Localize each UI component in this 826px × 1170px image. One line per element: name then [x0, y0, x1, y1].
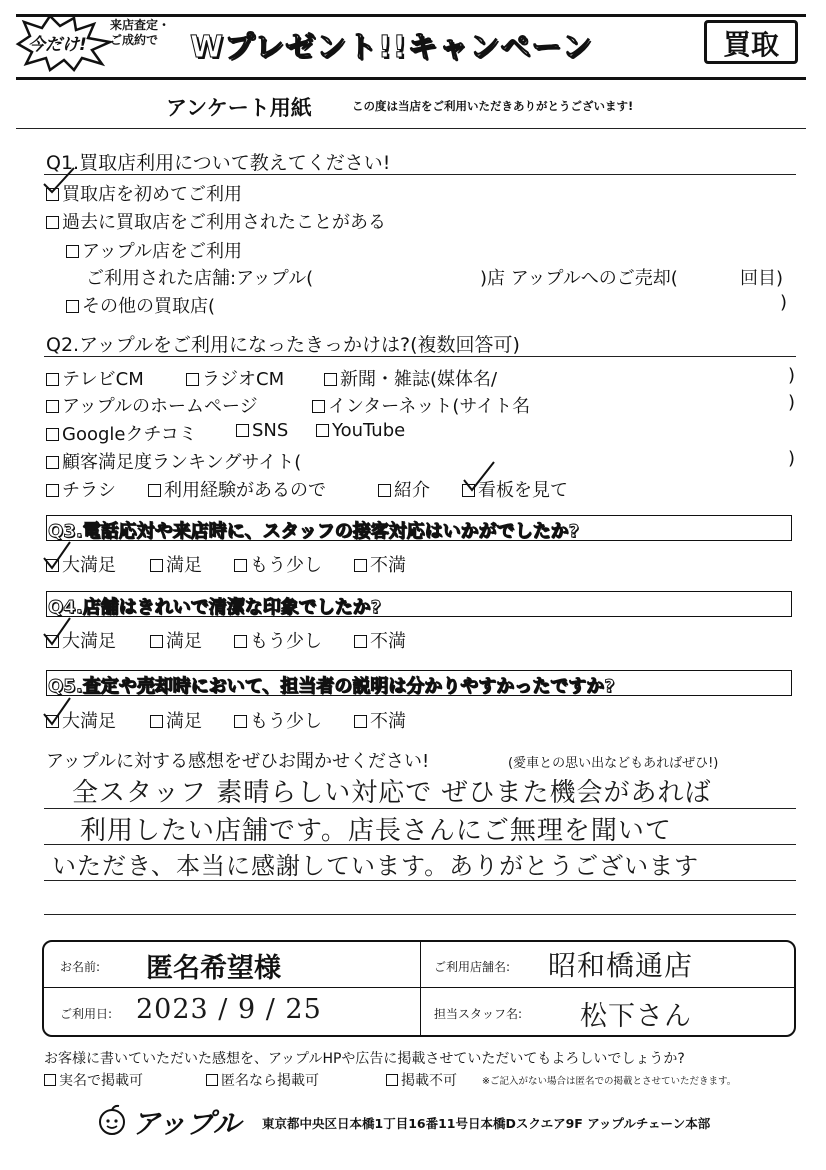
checkbox[interactable] [66, 245, 79, 258]
q3-option-label: 満足 [166, 555, 202, 576]
q5-option-satisfied[interactable] [150, 707, 202, 733]
checkmark-icon [40, 166, 80, 196]
checkbox[interactable] [148, 484, 161, 497]
q3-option-label: もう少し [250, 555, 322, 576]
name-value: 匿名希望様 [146, 953, 281, 984]
impressions-line-4 [44, 914, 796, 915]
q5-option-label: もう少し [250, 711, 322, 732]
q2-option-label: インターネット(サイト名 [328, 396, 531, 417]
q5-option-label: 不満 [370, 711, 406, 732]
q2-title: Q2.アップルをご利用になったきっかけは?(複数回答可) [46, 334, 520, 356]
q2-option-label: 新聞・雑誌(媒体名/ [340, 369, 498, 390]
q2-option-tv[interactable] [46, 365, 144, 391]
checkbox[interactable] [234, 635, 247, 648]
q2-option-referral[interactable] [378, 476, 430, 502]
consent-option-anonymous[interactable] [206, 1070, 319, 1090]
q2-newspaper-paren: ) [788, 365, 796, 386]
checkbox[interactable] [316, 424, 329, 437]
q3-option-label: 大満足 [62, 555, 116, 576]
q3-option-needs-work[interactable] [234, 551, 322, 577]
footer-logo-text: アップル [132, 1107, 241, 1140]
checkbox[interactable] [354, 715, 367, 728]
staff-value: 松下さん [580, 1001, 692, 1032]
q2-option-label: Googleクチコミ [62, 424, 197, 445]
checkbox[interactable] [46, 373, 59, 386]
q2-internet-paren: ) [788, 392, 796, 413]
checkmark-icon [460, 458, 500, 494]
checkbox[interactable] [46, 216, 59, 229]
q2-option-label: ラジオCM [202, 369, 285, 390]
consent-option-label: 実名で掲載可 [59, 1073, 143, 1089]
card-vertical-divider [420, 940, 421, 1037]
q5-option-needs-work[interactable] [234, 707, 322, 733]
q2-option-newspaper[interactable] [324, 365, 497, 391]
q2-option-internet[interactable] [312, 392, 530, 418]
checkbox[interactable] [186, 373, 199, 386]
q2-option-label: 看板を見て [478, 480, 568, 501]
checkbox[interactable] [46, 456, 59, 469]
q2-ranking-paren: ) [788, 448, 796, 469]
q4-option-label: 大満足 [62, 631, 116, 652]
impressions-text-line1: 全スタッフ 素晴らしい対応で ぜひまた機会があれば [72, 778, 712, 808]
q4-option-label: 不満 [370, 631, 406, 652]
q2-option-label: YouTube [332, 420, 406, 441]
date-label: ご利用日: [60, 1007, 113, 1021]
q1-store-detail-right: 回目) [740, 268, 784, 289]
checkmark-icon [40, 614, 76, 648]
q4-option-needs-work[interactable] [234, 627, 322, 653]
checkbox[interactable] [312, 400, 325, 413]
q1-option-other[interactable] [66, 292, 215, 318]
q1-option-label: 過去に買取店をご利用されたことがある [62, 212, 386, 233]
form-title: アンケート用紙 [166, 96, 312, 120]
q3-option-label: 不満 [370, 555, 406, 576]
q1-title: Q1.買取店利用について教えてください! [46, 152, 391, 174]
banner-sub-line2: ご成約で [110, 33, 159, 47]
kaitori-badge: 買取 [704, 20, 798, 64]
banner-title: Wプレゼント!!キャンペーン [190, 30, 593, 65]
q5-option-unsatisfied[interactable] [354, 707, 406, 733]
date-value: 2023 / 9 / 25 [136, 994, 322, 1025]
q1-option-previous[interactable] [46, 208, 386, 234]
form-thanks-note: この度は当店をご利用いただきありがとうございます! [352, 99, 634, 113]
q3-option-unsatisfied[interactable] [354, 551, 406, 577]
header-divider [16, 128, 806, 129]
checkbox[interactable] [234, 715, 247, 728]
checkbox[interactable] [44, 1074, 56, 1086]
checkbox[interactable] [150, 715, 163, 728]
apple-logo-icon [96, 1104, 128, 1136]
checkbox[interactable] [236, 424, 249, 437]
checkbox[interactable] [354, 635, 367, 648]
checkbox[interactable] [324, 373, 337, 386]
checkbox[interactable] [354, 559, 367, 572]
consent-option-label: 匿名なら掲載可 [221, 1073, 319, 1089]
q2-option-label: チラシ [62, 480, 116, 501]
q3-option-satisfied[interactable] [150, 551, 202, 577]
banner-sub-text [110, 18, 170, 48]
q1-store-detail-left: ご利用された店舗:アップル( [86, 268, 314, 289]
footer-address: 東京都中央区日本橋1丁目16番11号日本橋Dスクエア9F アップルチェーン本部 [262, 1116, 711, 1131]
checkbox[interactable] [66, 300, 79, 313]
q2-option-experience[interactable] [148, 476, 326, 502]
impressions-text-line3: いただき、本当に感謝しています。ありがとうございます [52, 852, 700, 880]
checkmark-icon [40, 694, 76, 728]
q1-option-label: 買取店を初めてご利用 [62, 184, 242, 205]
q2-option-sns[interactable] [236, 420, 288, 441]
impressions-text-line2: 利用したい店舗です。店長さんにご無理を聞いて [80, 816, 672, 846]
q4-title: Q4.店舗はきれいで清潔な印象でしたか? [48, 597, 382, 618]
consent-question: お客様に書いていただいた感想を、アップルHPや広告に掲載させていただいてもよろしいでしょうか? [44, 1051, 685, 1067]
q3-title: Q3.電話応対や来店時に、スタッフの接客対応はいかがでしたか? [48, 521, 580, 542]
q2-option-label: アップルのホームページ [62, 396, 258, 417]
card-horizontal-divider [44, 987, 794, 988]
consent-option-label: 掲載不可 [401, 1073, 457, 1089]
q2-option-label: SNS [252, 420, 289, 441]
q2-option-radio[interactable] [186, 365, 284, 391]
checkbox[interactable] [386, 1074, 398, 1086]
impressions-title-note: (愛車との思い出などもあればぜひ!) [508, 756, 719, 771]
q1-option-label: その他の買取店( [82, 296, 216, 317]
consent-note: ※ご記入がない場合は匿名での掲載とさせていただきます。 [482, 1076, 737, 1087]
checkbox[interactable] [378, 484, 391, 497]
checkbox[interactable] [46, 428, 59, 441]
checkbox[interactable] [234, 559, 247, 572]
q1-store-detail-mid: )店 アップルへのご売却( [480, 268, 678, 289]
q1-underline [44, 174, 796, 175]
q1-option-apple[interactable] [66, 237, 242, 263]
q2-option-google[interactable] [46, 420, 197, 446]
q2-option-ranking[interactable] [46, 448, 301, 474]
q2-option-youtube[interactable] [316, 420, 405, 441]
checkbox[interactable] [46, 400, 59, 413]
q2-option-label: 紹介 [394, 480, 430, 501]
impressions-title: アップルに対する感想をぜひお聞かせください! [46, 751, 430, 772]
q4-option-label: もう少し [250, 631, 322, 652]
q4-option-satisfied[interactable] [150, 627, 202, 653]
consent-option-real-name[interactable] [44, 1070, 143, 1090]
checkbox[interactable] [150, 635, 163, 648]
checkbox[interactable] [206, 1074, 218, 1086]
q2-option-label: テレビCM [62, 369, 144, 390]
banner-burst-text: 今だけ! [28, 35, 87, 55]
q2-underline [44, 356, 796, 357]
q2-option-label: 利用経験があるので [164, 480, 326, 501]
name-label: お名前: [60, 960, 101, 974]
q5-title: Q5.査定や売却時において、担当者の説明は分かりやすかったですか? [48, 676, 615, 697]
consent-option-no[interactable] [386, 1070, 457, 1090]
checkbox[interactable] [150, 559, 163, 572]
checkmark-icon [40, 538, 76, 572]
q4-option-unsatisfied[interactable] [354, 627, 406, 653]
q2-option-label: 顧客満足度ランキングサイト( [62, 452, 302, 473]
q2-option-homepage[interactable] [46, 392, 258, 418]
store-label: ご利用店舗名: [434, 960, 511, 974]
q5-option-label: 大満足 [62, 711, 116, 732]
q5-option-label: 満足 [166, 711, 202, 732]
q4-option-label: 満足 [166, 631, 202, 652]
q2-option-flyer[interactable] [46, 476, 116, 502]
checkbox[interactable] [46, 484, 59, 497]
q1-option-label: アップル店をご利用 [82, 241, 243, 262]
staff-label: 担当スタッフ名: [434, 1007, 523, 1021]
q1-other-paren: ) [780, 292, 788, 313]
banner-sub-line1: 来店査定・ [110, 18, 171, 32]
store-value: 昭和橋通店 [548, 949, 694, 982]
